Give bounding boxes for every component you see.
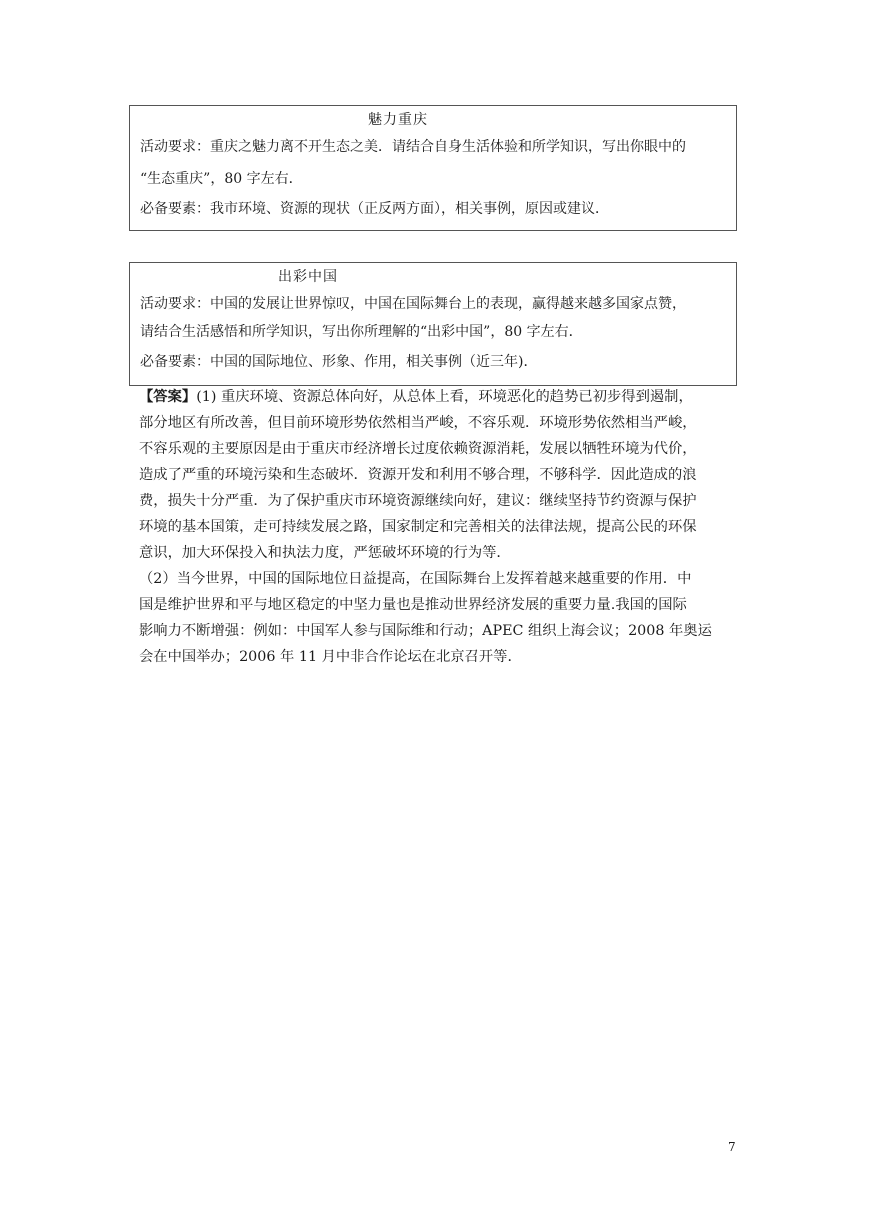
- answer-line: （2）当今世界，中国的国际地位日益提高，在国际舞台上发挥着越来越重要的作用．中: [139, 571, 692, 587]
- answer-line: 国是维护世界和平与地区稳定的中坚力量也是推动世界经济发展的重要力量.我国的国际: [139, 597, 687, 613]
- answer-line: 费，损失十分严重．为了保护重庆市环境资源继续向好，建议：继续坚持节约资源与保护: [139, 493, 697, 509]
- activity-requirement-line: 请结合生活感悟和所学知识，写出你所理解的“出彩中国”，80 字左右．: [140, 324, 583, 340]
- box-title: 出彩中国: [278, 269, 338, 285]
- answer-line: 环境的基本国策，走可持续发展之路，国家制定和完善相关的法律法规，提高公民的环保: [139, 519, 697, 535]
- activity-requirement-line: 活动要求：重庆之魅力离不开生态之美．请结合自身生活体验和所学知识，写出你眼中的: [140, 139, 686, 155]
- answer-tag: 【答案】: [139, 389, 197, 405]
- activity-requirement-line: 活动要求：中国的发展让世界惊叹，中国在国际舞台上的表现，赢得越来越多国家点赞，: [140, 296, 686, 312]
- required-elements: 必备要素：我市环境、资源的现状（正反两方面），相关事例，原因或建议．: [140, 201, 609, 217]
- answer-line: 影响力不断增强：例如：中国军人参与国际维和行动；APEC 组织上海会议；2008 年奥运: [139, 623, 712, 639]
- answer-line: 不容乐观的主要原因是由于重庆市经济增长过度依赖资源消耗，发展以牺牲环境为代价，: [139, 441, 697, 457]
- answer-section: [139, 384, 739, 670]
- activity-box-charm-chongqing: [129, 105, 737, 231]
- answer-text: (1) 重庆环境、资源总体向好，从总体上看，环境恶化的趋势已初步得到遏制，: [196, 389, 693, 405]
- box-title: 魅力重庆: [368, 112, 428, 128]
- answer-line: 会在中国举办；2006 年 11 月中非合作论坛在北京召开等．: [139, 649, 522, 665]
- activity-requirement-line: “生态重庆”，80 字左右．: [140, 171, 303, 187]
- answer-line: [139, 384, 739, 410]
- answer-line: 部分地区有所改善，但目前环境形势依然相当严峻，不容乐观．环境形势依然相当严峻，: [139, 415, 697, 431]
- activity-box-brilliant-china: [129, 262, 737, 386]
- page-number: 7: [728, 1140, 736, 1154]
- answer-line: 造成了严重的环境污染和生态破坏．资源开发和利用不够合理，不够科学．因此造成的浪: [139, 467, 697, 483]
- answer-line: 意识，加大环保投入和执法力度，严惩破坏环境的行为等．: [139, 545, 511, 561]
- required-elements: 必备要素：中国的国际地位、形象、作用，相关事例（近三年)．: [140, 354, 538, 370]
